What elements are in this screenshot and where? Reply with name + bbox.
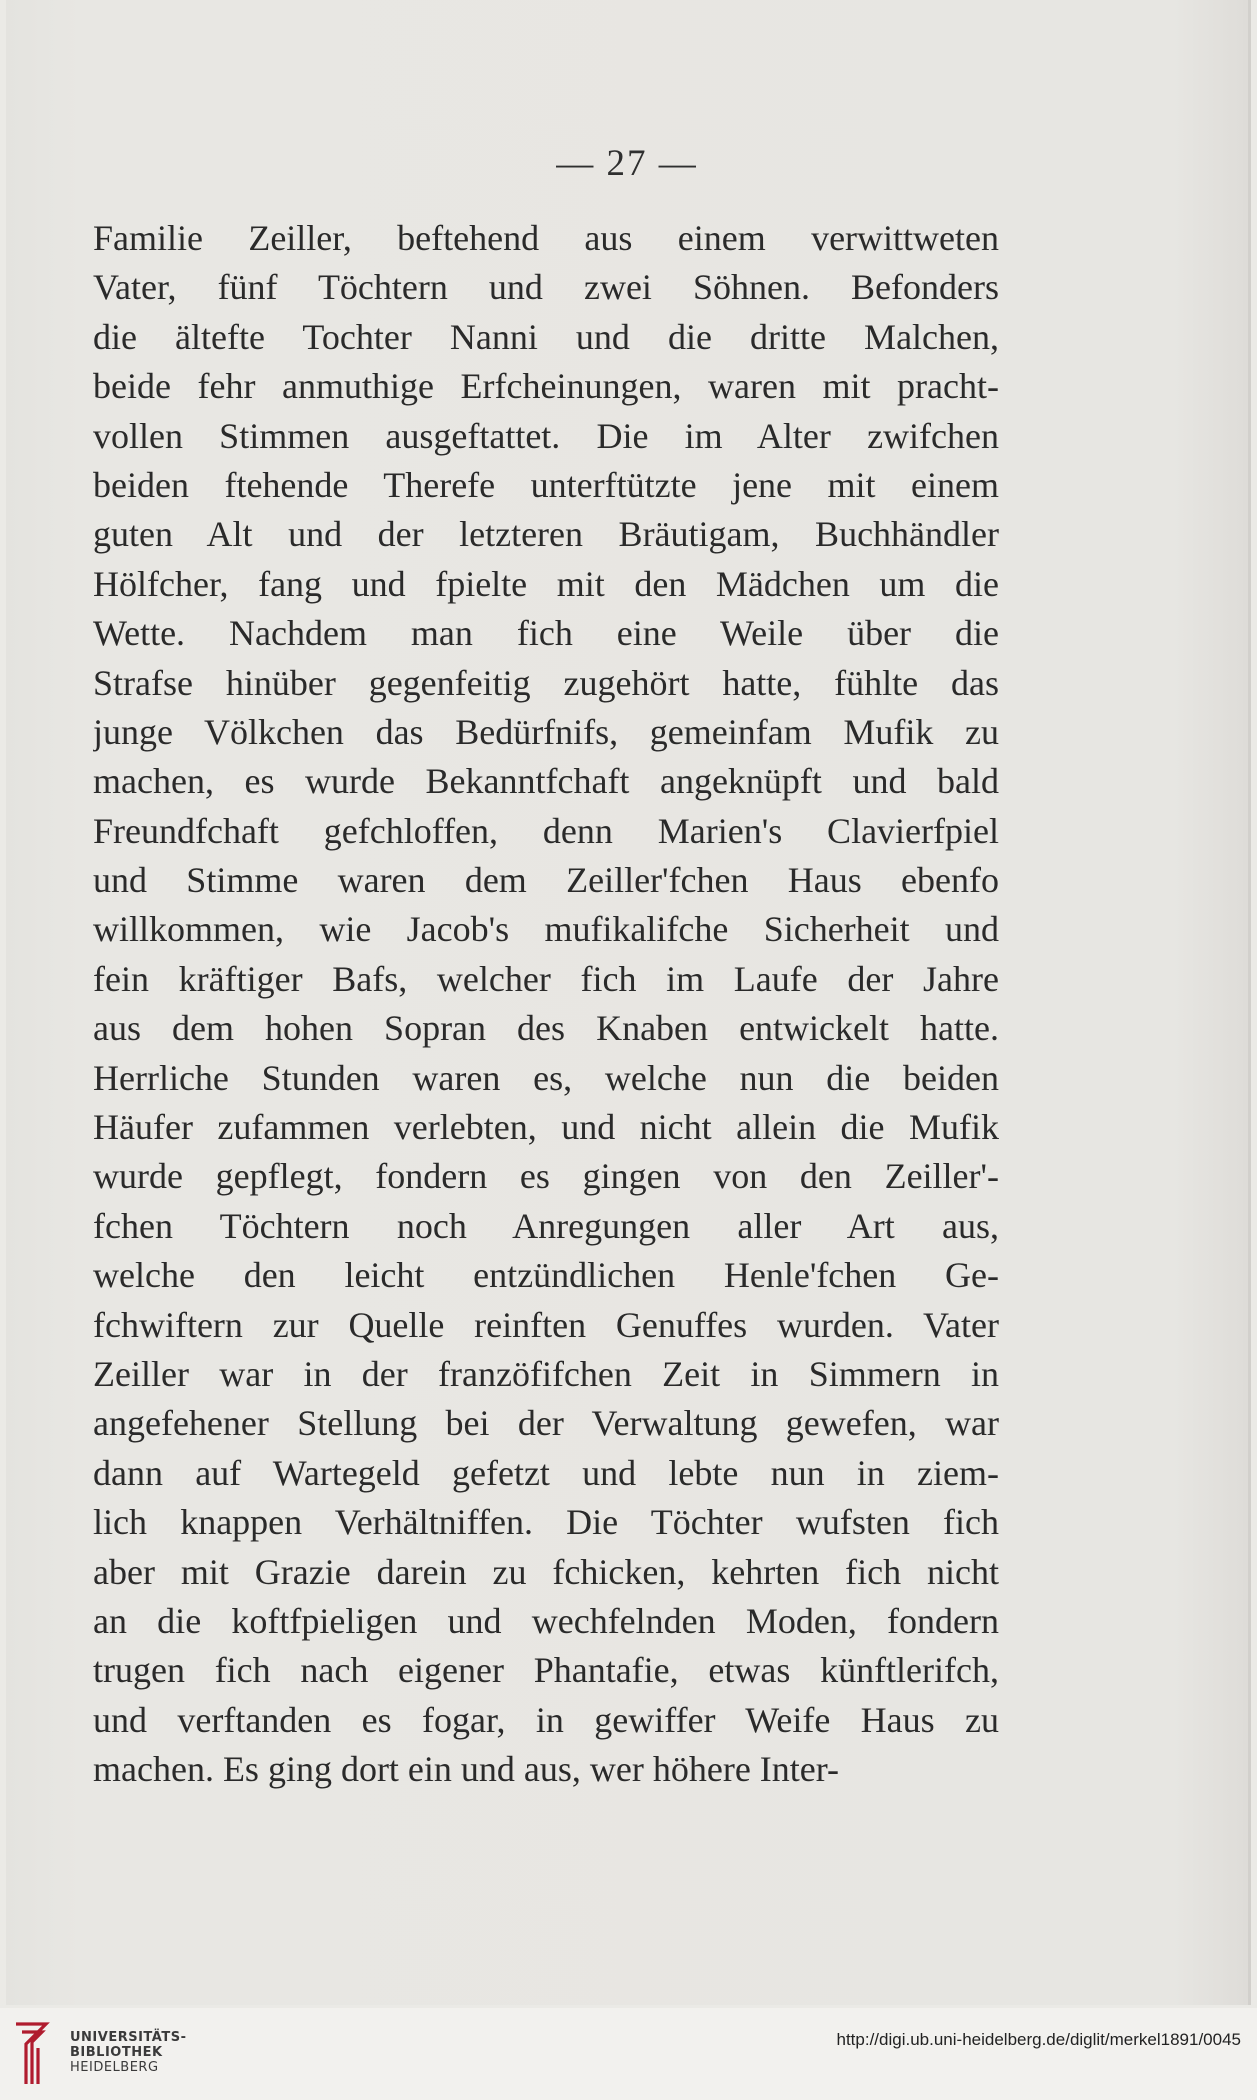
- text-line: beiden ftehende Therefe unterftützte jene mit einem: [93, 464, 999, 505]
- text-line: willkommen, wie Jacob's mufikalifche Sicherheit und: [93, 909, 999, 950]
- page-number: — 27 —: [556, 143, 698, 184]
- library-name-line: UNIVERSITÄTS-: [70, 2030, 187, 2045]
- text-line: an die koftfpieligen und wechfelnden Moden, fondern: [93, 1600, 999, 1641]
- text-line: beide fehr anmuthige Erfcheinungen, waren mit pracht-: [93, 366, 999, 407]
- body-text: [93, 214, 999, 1795]
- text-line: aber mit Grazie darein zu fchicken, kehrten fich nicht: [93, 1551, 999, 1592]
- text-line: Vater, fünf Töchtern und zwei Söhnen. Befonders: [93, 267, 999, 308]
- text-line: Strafse hinüber gegenfeitig zugehört hatte, fühlte das: [93, 662, 999, 703]
- text-line: machen. Es ging dort ein und aus, wer höhere Inter-: [93, 1749, 840, 1790]
- text-line: dann auf Wartegeld gefetzt und lebte nun in ziem-: [93, 1452, 999, 1493]
- text-line: junge Völkchen das Bedürfnifs, gemeinfam Mufik zu: [93, 711, 999, 752]
- text-line: welche den leicht entzündlichen Henle'fchen Ge-: [93, 1255, 999, 1296]
- text-line: aus dem hohen Sopran des Knaben entwickelt hatte.: [93, 1008, 999, 1049]
- text-line: trugen fich nach eigener Phantafie, etwas künftlerifch,: [93, 1650, 999, 1691]
- permalink-url[interactable]: http://digi.ub.uni-heidelberg.de/diglit/merkel1891/0045: [836, 2030, 1241, 2049]
- text-line: die ältefte Tochter Nanni und die dritte Malchen,: [93, 316, 999, 357]
- viewer-footer: [0, 2008, 1257, 2100]
- book-page: [6, 0, 1251, 2005]
- library-name: [70, 2030, 186, 2075]
- text-line: fein kräftiger Bafs, welcher fich im Laufe der Jahre: [93, 958, 999, 999]
- text-line: Freundfchaft gefchloffen, denn Marien's Clavierfpiel: [93, 810, 999, 851]
- text-line: fchwiftern zur Quelle reinften Genuffes wurden. Vater: [93, 1304, 999, 1345]
- text-line: guten Alt und der letzteren Bräutigam, Buchhändler: [93, 514, 999, 555]
- text-line: und Stimme waren dem Zeiller'fchen Haus ebenfo: [93, 860, 999, 901]
- text-line: wurde gepflegt, fondern es gingen von den Zeiller'-: [93, 1156, 999, 1197]
- text-line: Zeiller war in der franzöfifchen Zeit in Simmern in: [93, 1353, 999, 1394]
- library-name-line: HEIDELBERG: [70, 2060, 159, 2075]
- text-line: lich knappen Verhältniffen. Die Töchter wufsten fich: [93, 1502, 999, 1543]
- text-line: Herrliche Stunden waren es, welche nun die beiden: [93, 1057, 999, 1098]
- text-line: und verftanden es fogar, in gewiffer Weife Haus zu: [93, 1699, 999, 1740]
- ub-heidelberg-logo-icon: [12, 2018, 52, 2090]
- text-line: vollen Stimmen ausgeftattet. Die im Alter zwifchen: [93, 415, 999, 456]
- text-line: Familie Zeiller, beftehend aus einem verwittweten: [93, 218, 999, 258]
- text-line: angefehener Stellung bei der Verwaltung gewefen, war: [93, 1403, 999, 1444]
- library-name-line: BIBLIOTHEK: [70, 2045, 163, 2060]
- text-line: machen, es wurde Bekanntfchaft angeknüpft und bald: [93, 761, 999, 802]
- text-line: Hölfcher, fang und fpielte mit den Mädchen um die: [93, 563, 999, 604]
- text-line: Wette. Nachdem man fich eine Weile über die: [93, 613, 999, 654]
- text-line: Häufer zufammen verlebten, und nicht allein die Mufik: [93, 1107, 999, 1148]
- text-line: fchen Töchtern noch Anregungen aller Art aus,: [93, 1205, 999, 1246]
